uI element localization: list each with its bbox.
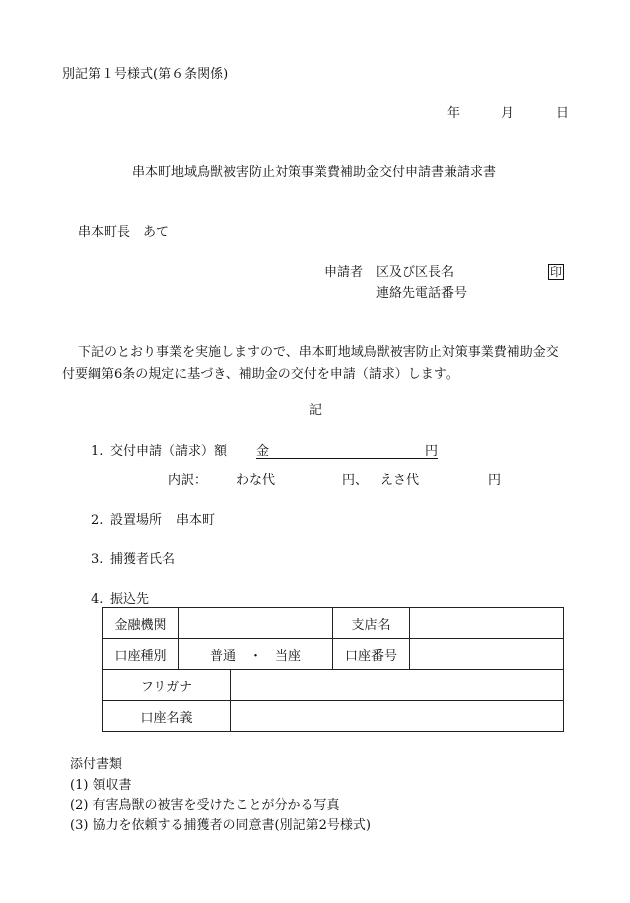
- item1-amount: 金 円: [256, 444, 439, 459]
- date-year-label: 年: [447, 106, 461, 121]
- account-number-field[interactable]: [410, 639, 564, 670]
- financial-institution-label: 金融機関: [103, 608, 179, 639]
- item1-label: 交付申請（請求）額: [110, 444, 228, 459]
- bait-cost-label: えさ代: [380, 473, 420, 488]
- phone-label: 連絡先電話番号: [376, 286, 468, 301]
- item4-label: 振込先: [110, 592, 150, 607]
- account-type-label: 口座種別: [103, 639, 179, 670]
- trap-cost-label: わな代: [236, 473, 276, 488]
- date-month-label: 月: [501, 106, 515, 121]
- financial-institution-field[interactable]: [179, 608, 333, 639]
- date-day-label: 日: [556, 106, 570, 121]
- item2-number: 2.: [91, 513, 104, 528]
- bank-row-account-type: [103, 639, 564, 670]
- bank-row-account-name: [103, 701, 564, 732]
- furigana-field[interactable]: [231, 670, 564, 701]
- trap-yen-label: 円、: [342, 473, 369, 488]
- form-number: 別記第１号様式(第６条関係): [62, 67, 229, 82]
- attachments-title: 添付書類: [70, 757, 123, 772]
- attachment-item: (3) 協力を依頼する捕獲者の同意書(別記第2号様式): [70, 818, 371, 833]
- attachment-item: (2) 有害鳥獣の被害を受けたことが分かる写真: [70, 798, 340, 813]
- ki-heading: 記: [309, 403, 323, 418]
- item2-label: 設置場所: [110, 513, 163, 528]
- account-number-label: 口座番号: [333, 639, 410, 670]
- item2-value: 串本町: [176, 513, 216, 528]
- account-type-options[interactable]: 普通 ・ 当座: [179, 639, 333, 670]
- branch-field[interactable]: [410, 608, 564, 639]
- district-chief-label: 区及び区長名: [376, 265, 455, 280]
- item4-number: 4.: [91, 592, 104, 607]
- item3-number: 3.: [91, 552, 104, 567]
- account-name-label: 口座名義: [103, 701, 231, 732]
- body-text-line2: 付要綱第6条の規定に基づき、補助金の交付を申請（請求）します。: [62, 367, 459, 382]
- bank-account-table: [102, 607, 564, 732]
- account-name-field[interactable]: [231, 701, 564, 732]
- branch-label: 支店名: [333, 608, 410, 639]
- bait-yen-label: 円: [488, 473, 502, 488]
- item1-number: 1.: [91, 444, 104, 459]
- document-title: 串本町地域鳥獣被害防止対策事業費補助金交付申請書兼請求書: [132, 165, 497, 180]
- bank-row-furigana: [103, 670, 564, 701]
- attachment-item: (1) 領収書: [70, 778, 132, 793]
- breakdown-label: 内訳：: [168, 473, 208, 488]
- addressee: 串本町長 あて: [78, 225, 170, 240]
- furigana-label: フリガナ: [103, 670, 231, 701]
- seal-mark: 印: [550, 265, 563, 279]
- body-text-line1: 下記のとおり事業を実施しますので、串本町地域鳥獣被害防止対策事業費補助金交: [78, 345, 559, 360]
- bank-row-institution: [103, 608, 564, 639]
- applicant-label: 申請者: [324, 265, 364, 280]
- item3-label: 捕獲者氏名: [110, 552, 176, 567]
